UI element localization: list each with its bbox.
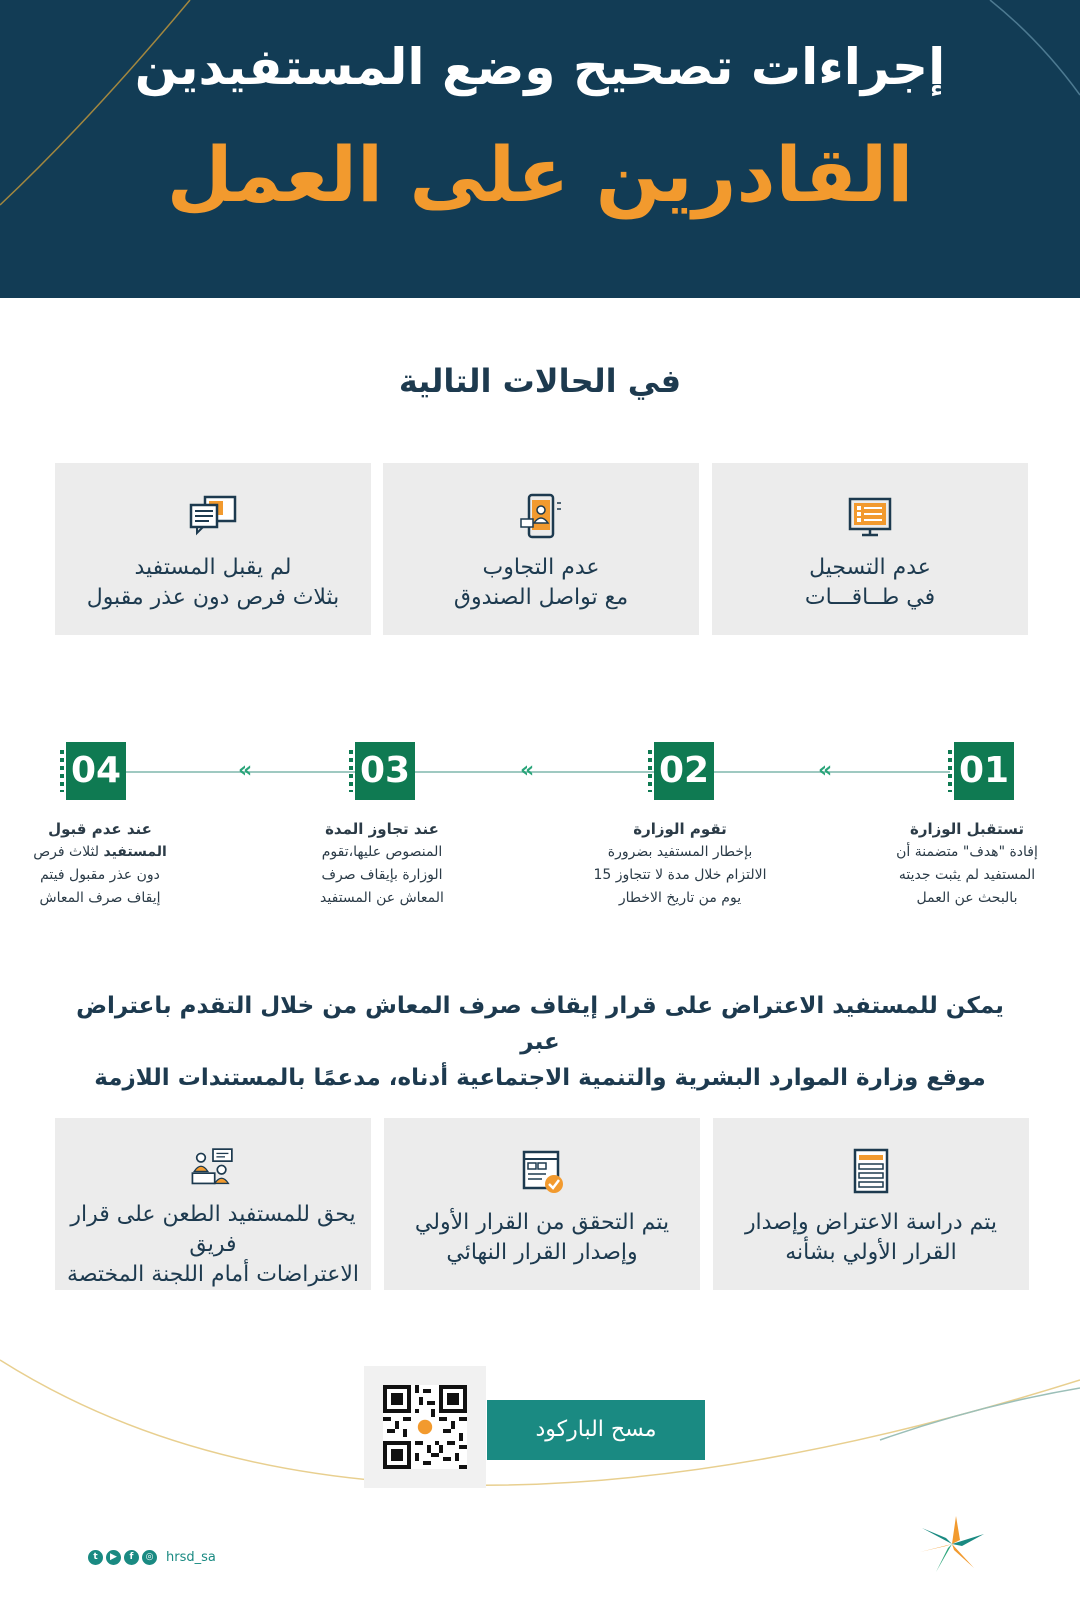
case-card-no-response <box>383 463 699 635</box>
objection-line2: وإصدار القرار النهائي <box>446 1240 638 1265</box>
step-line: المستفيد لم يثبت جديته <box>898 867 1036 883</box>
case-card-refused-offers <box>55 463 371 635</box>
step-title: عند تجاوز المدة <box>325 820 439 838</box>
page-title-line1: إجراءات تصحيح وضع المستفيدين <box>134 38 946 96</box>
info-line1: يمكن للمستفيد الاعتراض على قرار إيقاف صرف المعاش من خلال التقدم باعتراض عبر <box>76 993 1004 1055</box>
chat-question-icon <box>185 489 241 545</box>
step-line: بالبحث عن العمل <box>916 890 1018 906</box>
header-banner <box>0 0 1080 298</box>
qr-code-icon <box>383 1385 467 1469</box>
step-text-02 <box>580 818 780 910</box>
info-line2: موقع وزارة الموارد البشرية والتنمية الاجتماعية أدناه، مدعمًا بالمستندات اللازمة <box>94 1065 986 1091</box>
objection-line2: القرار الأولي بشأنه <box>785 1240 957 1265</box>
objection-line1: يتم دراسة الاعتراض وإصدار <box>744 1210 998 1235</box>
youtube-icon[interactable]: ▶ <box>106 1550 121 1565</box>
step-title: تقوم الوزارة <box>633 820 727 838</box>
case-line2: في طــاقـــات <box>804 585 936 610</box>
document-check-icon <box>514 1144 570 1200</box>
process-steps <box>0 738 1080 948</box>
objection-card-study <box>713 1118 1029 1290</box>
step-line: بإخطار المستفيد بضرورة <box>607 844 753 860</box>
step-line: يوم من تاريخ الاخطار <box>618 890 742 906</box>
step-number-02: 02 <box>654 742 714 800</box>
twitter-icon[interactable]: t <box>88 1550 103 1565</box>
social-handle[interactable]: hrsd_sa <box>166 1550 216 1565</box>
chevron-left-icon: « <box>520 758 535 783</box>
step-text-01 <box>867 818 1067 910</box>
objection-line2: الاعتراضات أمام اللجنة المختصة <box>67 1262 359 1287</box>
objection-card-appeal <box>55 1118 371 1290</box>
qr-code[interactable] <box>364 1366 486 1488</box>
step-line: المعاش عن المستفيد <box>320 890 444 906</box>
instagram-icon[interactable]: ◎ <box>142 1550 157 1565</box>
case-line2: مع تواصل الصندوق <box>453 585 629 610</box>
objection-line1: يتم التحقق من القرار الأولي <box>414 1210 670 1235</box>
cases-heading: في الحالات التالية <box>398 362 682 400</box>
page-title-line2: القادرين على العمل <box>166 130 914 219</box>
facebook-icon[interactable]: f <box>124 1550 139 1565</box>
step-line: الوزارة بإيقاف صرف <box>321 867 443 883</box>
case-line1: لم يقبل المستفيد <box>134 555 292 580</box>
social-links <box>88 1550 216 1565</box>
step-line: المنصوص عليها،تقوم <box>321 844 443 860</box>
step-line: الالتزام خلال مدة لا تتجاوز 15 <box>593 867 767 883</box>
document-list-icon <box>843 1144 899 1200</box>
chevron-left-icon: « <box>818 758 833 783</box>
mobile-user-icon <box>513 489 569 545</box>
case-line1: عدم التجاوب <box>482 555 600 580</box>
objection-card-verify <box>384 1118 700 1290</box>
committee-icon <box>185 1144 241 1192</box>
step-line: إفادة "هدف" متضمنة أن <box>896 844 1038 860</box>
step-line: دون عذر مقبول فيتم <box>40 867 160 883</box>
computer-list-icon <box>842 489 898 545</box>
step-number-04: 04 <box>66 742 126 800</box>
objection-line1: يحق للمستفيد الطعن على قرار فريق <box>70 1202 356 1257</box>
case-card-registration <box>712 463 1028 635</box>
step-text-03 <box>282 818 482 910</box>
case-line2: بثلاث فرص دون عذر مقبول <box>86 585 340 610</box>
step-text-04 <box>0 818 200 910</box>
step-title: تستقبل الوزارة <box>910 820 1024 838</box>
step-line: المستفيد لثلاث فرص <box>33 844 167 860</box>
ministry-logo-icon <box>912 1512 992 1576</box>
step-line: إيقاف صرف المعاش <box>39 890 161 906</box>
step-number-01: 01 <box>954 742 1014 800</box>
scan-barcode-button[interactable]: مسح الباركود <box>487 1400 705 1460</box>
step-title: عند عدم قبول <box>48 820 152 838</box>
step-number-03: 03 <box>355 742 415 800</box>
case-line1: عدم التسجيل <box>809 555 931 580</box>
objection-info-text <box>60 988 1020 1096</box>
chevron-left-icon: « <box>238 758 253 783</box>
